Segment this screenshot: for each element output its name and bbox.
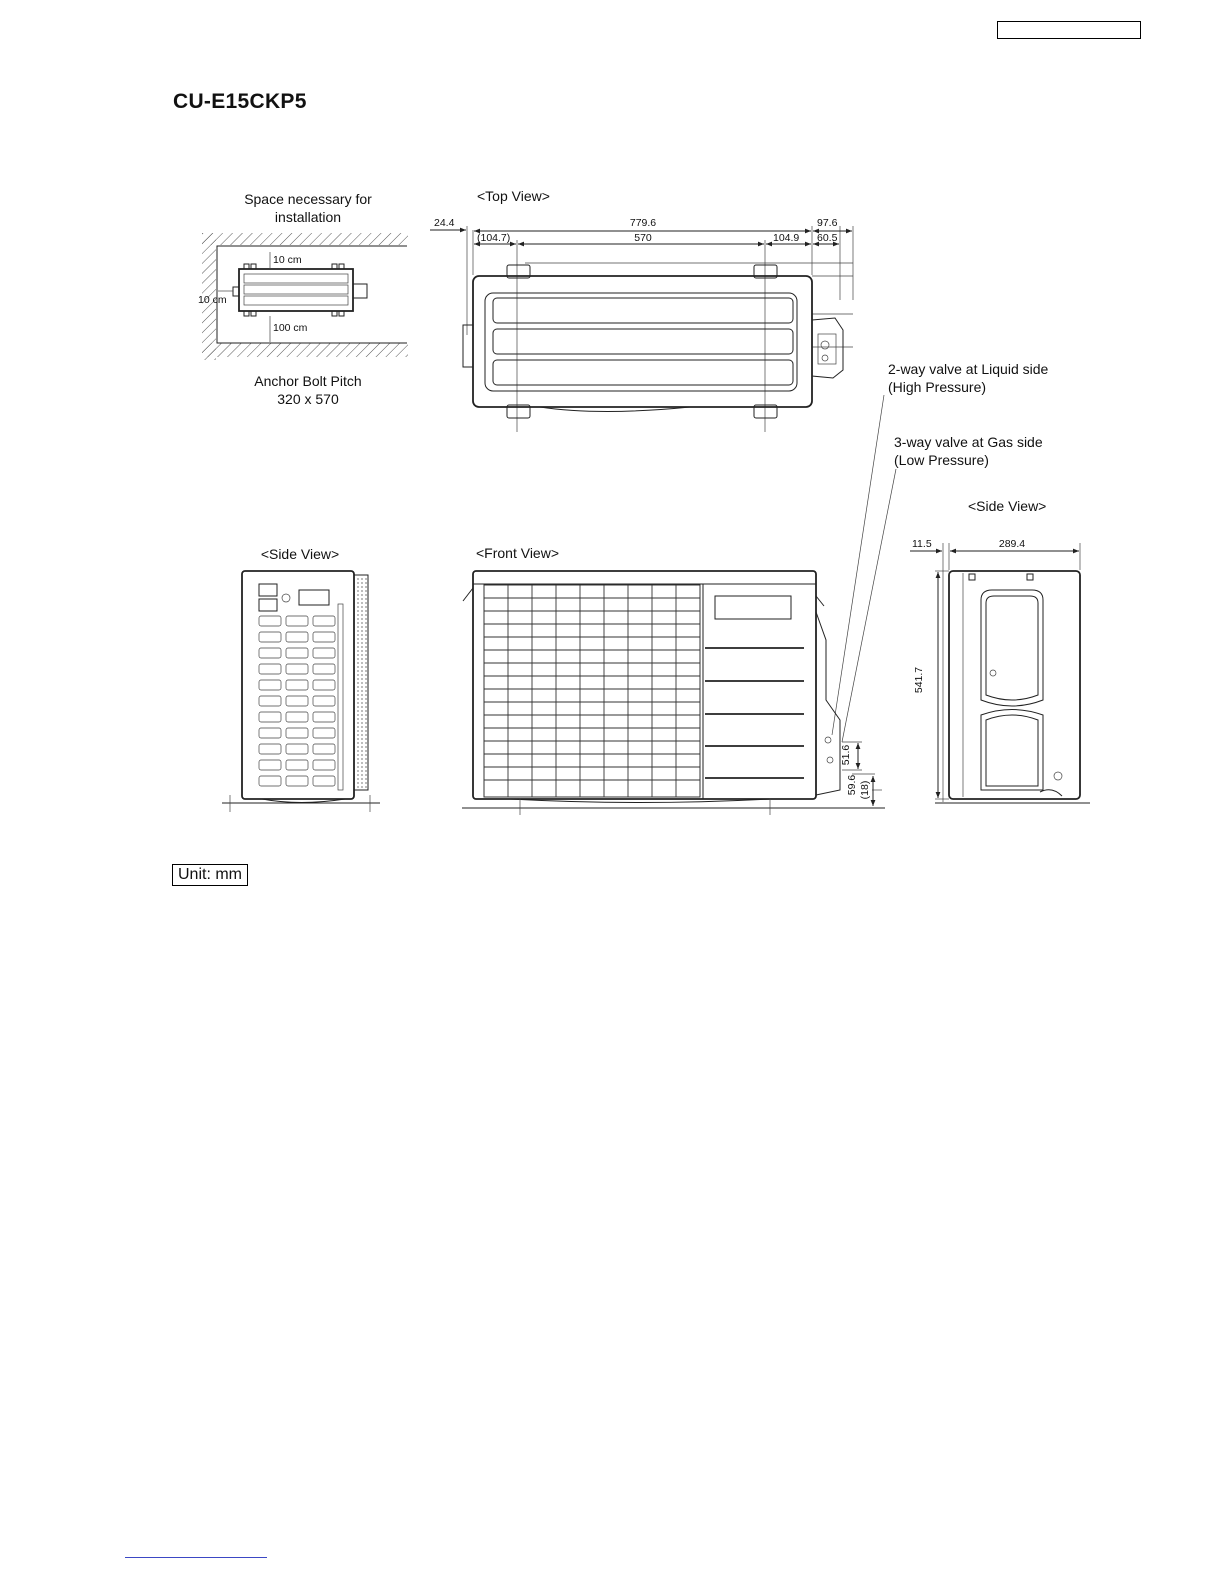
side-dim-offset: 11.5 [912,538,932,550]
install-title-2: installation [274,209,342,225]
wall-bottom-hatch [202,343,408,357]
side-dim-depth: 289.4 [998,538,1026,550]
gas-valve-label-2: (Low Pressure) [894,452,989,468]
gap-left-label: 10 cm [198,294,227,306]
front-view [462,545,885,815]
model-title: CU-E15CKP5 [173,90,307,113]
fan-grille [484,585,700,797]
wall-top-hatch [202,233,408,245]
top-dim-overall: 779.6 [629,217,657,229]
front-dim-2: 59.6 [846,774,858,796]
anchor-title: Anchor Bolt Pitch [254,373,362,389]
front-dim-3: (18) [859,780,871,800]
right-side-body [949,571,1080,799]
install-title-1: Space necessary for [244,191,372,207]
footer-line [125,1557,267,1558]
top-dim-pitch: 570 [634,232,652,244]
wall-inner-line [217,246,407,343]
side-dim-height: 541.7 [913,666,925,694]
liquid-valve-label-1: 2-way valve at Liquid side [888,361,1049,377]
left-side-view [222,546,380,812]
front-dim-1: 51.6 [840,744,852,766]
top-dim-right-overall: 97.6 [817,217,838,229]
top-dim-left-offset: 24.4 [434,217,455,229]
gap-front-label: 100 cm [273,322,308,334]
gas-valve-label-1: 3-way valve at Gas side [894,434,1043,450]
installation-space-diagram [198,191,408,407]
front-view-body [473,571,816,799]
top-view-title: <Top View> [477,188,550,204]
front-view-title: <Front View> [476,545,560,561]
top-dim-right-pitch: 104.9 [773,232,800,244]
right-side-view [910,498,1090,803]
right-side-view-title: <Side View> [968,498,1047,514]
top-view [430,188,853,432]
anchor-size: 320 x 570 [277,391,339,407]
top-dim-left-pitch: (104.7) [477,232,511,244]
unit-label: Unit: mm [172,864,248,886]
top-dim-right-inner: 60.5 [817,232,838,244]
gap-top-label: 10 cm [273,254,302,266]
liquid-valve-label-2: (High Pressure) [888,379,987,395]
left-side-view-title: <Side View> [260,546,340,562]
top-view-body [473,276,812,407]
